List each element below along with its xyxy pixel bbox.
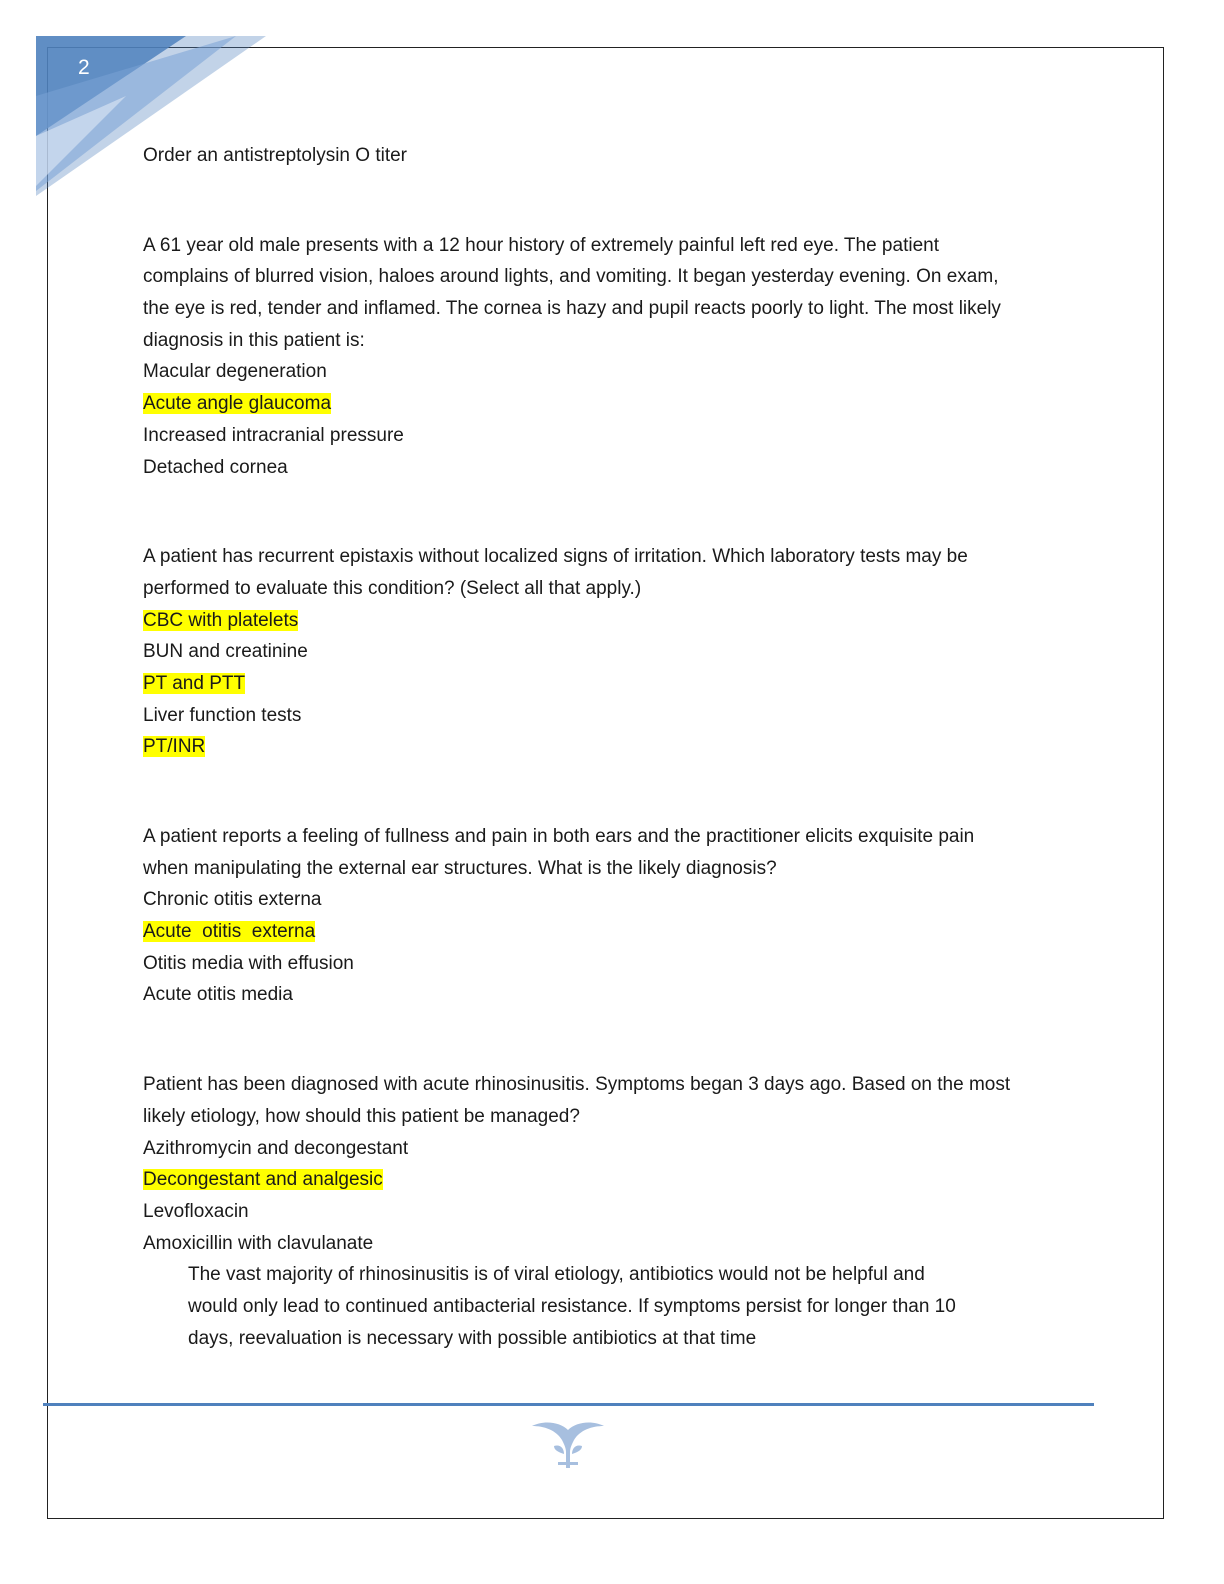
answer-option-text: Liver function tests: [143, 704, 302, 726]
answer-option: [143, 1228, 1073, 1260]
answer-option: [143, 884, 1073, 916]
question-stem-line: Patient has been diagnosed with acute rhinosinusitis. Symptoms began 3 days ago. Based on the most: [143, 1074, 1011, 1096]
question-stem-line: diagnosis in this patient is:: [143, 329, 365, 351]
answer-option-text: Otitis media with effusion: [143, 952, 354, 974]
answer-option-text: Increased intracranial pressure: [143, 424, 404, 446]
question-stem-line: when manipulating the external ear structures. What is the likely diagnosis?: [143, 857, 777, 879]
answer-option: [143, 700, 1073, 732]
answer-option-text: PT/INR: [143, 736, 206, 758]
question-stem-line: A 61 year old male presents with a 12 hour history of extremely painful left red eye. The patient: [143, 234, 939, 256]
answer-option: [143, 636, 1073, 668]
question-stem-line: the eye is red, tender and inflamed. The cornea is hazy and pupil reacts poorly to light. The most likely: [143, 298, 1001, 320]
answer-option-correct: [143, 1164, 1073, 1196]
answer-option-text: Acute otitis externa: [143, 921, 316, 943]
question-stem-line: A patient has recurrent epistaxis without localized signs of irritation. Which laboratory tests may be: [143, 546, 968, 568]
answer-option-text: Chronic otitis externa: [143, 889, 322, 911]
explanation-line: days, reevaluation is necessary with possible antibiotics at that time: [188, 1327, 757, 1349]
question-block: [143, 1069, 1073, 1354]
question-block: [143, 230, 1073, 484]
answer-option-text: Macular degeneration: [143, 361, 327, 383]
fleur-ornament-icon: [530, 1418, 606, 1472]
question-stem-line: performed to evaluate this condition? (Select all that apply.): [143, 577, 642, 599]
answer-option-correct: [143, 731, 1073, 763]
question-stem-line: A patient reports a feeling of fullness and pain in both ears and the practitioner elicits exquisite pain: [143, 826, 975, 847]
answer-option: [143, 420, 1073, 452]
answer-option-text: BUN and creatinine: [143, 641, 308, 663]
answer-option-correct: [143, 668, 1073, 700]
answer-option-text: CBC with platelets: [143, 609, 299, 631]
answer-option: [143, 356, 1073, 388]
answer-option: [143, 948, 1073, 980]
question-stem-line: likely etiology, how should this patient be managed?: [143, 1105, 580, 1127]
answer-option-correct: [143, 916, 1073, 948]
answer-option-text: Detached cornea: [143, 456, 288, 478]
question-block: [143, 821, 1073, 1011]
answer-option: [143, 1196, 1073, 1228]
answer-option-text: Acute angle glaucoma: [143, 393, 332, 415]
explanation-line: would only lead to continued antibacterial resistance. If symptoms persist for longer than 10: [188, 1295, 956, 1317]
answer-option-correct: [143, 605, 1073, 637]
answer-option: [143, 979, 1073, 1011]
answer-option: [143, 452, 1073, 484]
footer-rule: [43, 1403, 1094, 1406]
page-number: 2: [78, 56, 90, 79]
answer-option-correct: [143, 388, 1073, 420]
answer-option-text: Decongestant and analgesic: [143, 1169, 383, 1191]
explanation-line: The vast majority of rhinosinusitis is of viral etiology, antibiotics would not be helpful and: [188, 1264, 925, 1286]
answer-option-text: PT and PTT: [143, 672, 246, 694]
answer-option-text: Levofloxacin: [143, 1200, 249, 1222]
question-block: [143, 541, 1073, 763]
answer-option-text: Acute otitis media: [143, 984, 293, 1006]
answer-option-text: Azithromycin and decongestant: [143, 1137, 409, 1159]
answer-option-text: Amoxicillin with clavulanate: [143, 1232, 374, 1254]
document-body: [143, 140, 1073, 1354]
intro-line: Order an antistreptolysin O titer: [143, 145, 407, 166]
answer-option: [143, 1133, 1073, 1165]
question-stem-line: complains of blurred vision, haloes around lights, and vomiting. It began yesterday evening. On exam,: [143, 266, 999, 288]
